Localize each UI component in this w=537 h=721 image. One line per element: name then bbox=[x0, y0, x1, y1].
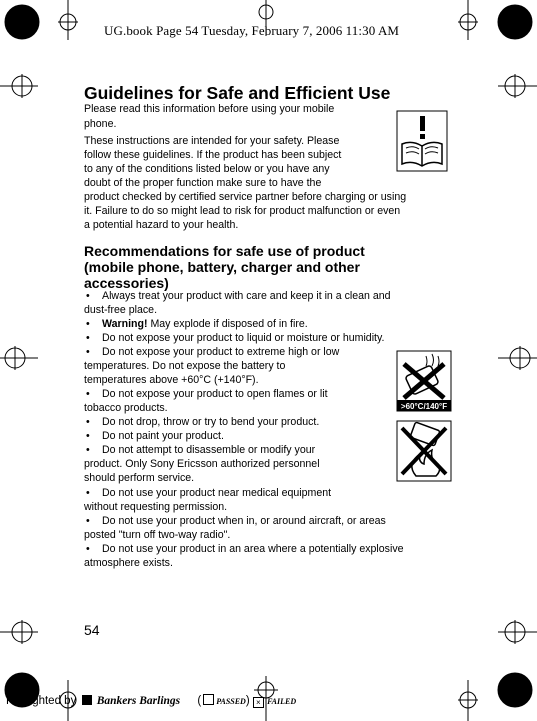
intro-line: a potential hazard to your health. bbox=[84, 219, 239, 231]
failed-label: FAILED bbox=[267, 697, 297, 706]
preflight-logo-icon bbox=[82, 695, 92, 705]
bullet-cont: dust-free place. bbox=[84, 304, 158, 316]
checked-box-icon: × bbox=[253, 697, 264, 708]
company-name: Bankers Barlings bbox=[96, 695, 181, 707]
page-title: Guidelines for Safe and Efficient Use bbox=[84, 83, 391, 103]
bullet-item: • Do not expose your product to liquid or moisture or humidity. bbox=[86, 332, 385, 344]
bullet-cont: posted "turn off two-way radio". bbox=[84, 529, 231, 541]
bullet-item: • Warning! May explode if disposed of in fire. bbox=[86, 318, 308, 330]
intro-line: Please read this information before using your mobile bbox=[84, 103, 335, 115]
bullet-cont: product. Only Sony Ericsson authorized personnel bbox=[84, 458, 320, 470]
bullet-item: • Do not use your product near medical equipment bbox=[86, 487, 332, 499]
bullet-item: • Do not use your product when in, or around aircraft, or areas bbox=[86, 515, 386, 527]
page-number: 54 bbox=[84, 622, 100, 638]
bullet-item: • Do not expose your product to open flames or lit bbox=[86, 388, 328, 400]
bullet-item: • Always treat your product with care and keep it in a clean and bbox=[86, 290, 391, 302]
print-header: UG.book Page 54 Tuesday, February 7, 2006 11:30 AM bbox=[104, 23, 400, 38]
intro-line: product checked by certified service partner before charging or using bbox=[84, 191, 407, 203]
preflight-footer: Preflighted by Bankers Barlings ( PASSED) × FAILED bbox=[6, 695, 297, 707]
section-heading: accessories) bbox=[84, 275, 169, 291]
temp-label: >60°C/140°F bbox=[400, 402, 448, 411]
section-heading: (mobile phone, battery, charger and other bbox=[84, 259, 360, 275]
bullet-item: • Do not drop, throw or try to bend your product. bbox=[86, 416, 320, 428]
bullet-item: • Do not expose your product to extreme high or low bbox=[86, 346, 340, 358]
bullet-item: • Do not attempt to disassemble or modify your bbox=[86, 444, 316, 456]
bullet-item: • Do not paint your product. bbox=[86, 430, 224, 442]
bullet-cont: without requesting permission. bbox=[84, 501, 228, 513]
intro-line: follow these guidelines. If the product has been subject bbox=[84, 149, 342, 161]
intro-line: phone. bbox=[84, 118, 117, 130]
bullet-cont: should perform service. bbox=[84, 472, 195, 484]
bullet-cont: atmosphere exists. bbox=[84, 557, 173, 569]
checkbox-icon bbox=[203, 694, 214, 705]
intro-line: doubt of the proper function make sure to have the bbox=[84, 177, 322, 189]
intro-line: These instructions are intended for your safety. Please bbox=[84, 135, 340, 147]
bullet-cont: temperatures. Do not expose the battery to bbox=[84, 360, 286, 372]
passed-label: PASSED bbox=[216, 697, 246, 706]
intro-line: to any of the conditions listed below or you have any bbox=[84, 163, 330, 175]
no-disassemble-fire-icon bbox=[396, 420, 452, 482]
intro-line: it. Failure to do so might lead to risk for product malfunction or even bbox=[84, 205, 401, 217]
section-heading: Recommendations for safe use of product bbox=[84, 243, 365, 259]
bullet-cont: temperatures above +60°C (+140°F). bbox=[84, 374, 259, 386]
preflight-text: Preflighted by bbox=[6, 695, 77, 707]
warning-label: Warning! bbox=[102, 318, 148, 330]
read-manual-icon bbox=[396, 110, 448, 172]
no-liquid-heat-icon bbox=[396, 350, 452, 412]
bullet-cont: tobacco products. bbox=[84, 402, 168, 414]
bullet-item: • Do not use your product in an area where a potentially explosive bbox=[86, 543, 404, 555]
